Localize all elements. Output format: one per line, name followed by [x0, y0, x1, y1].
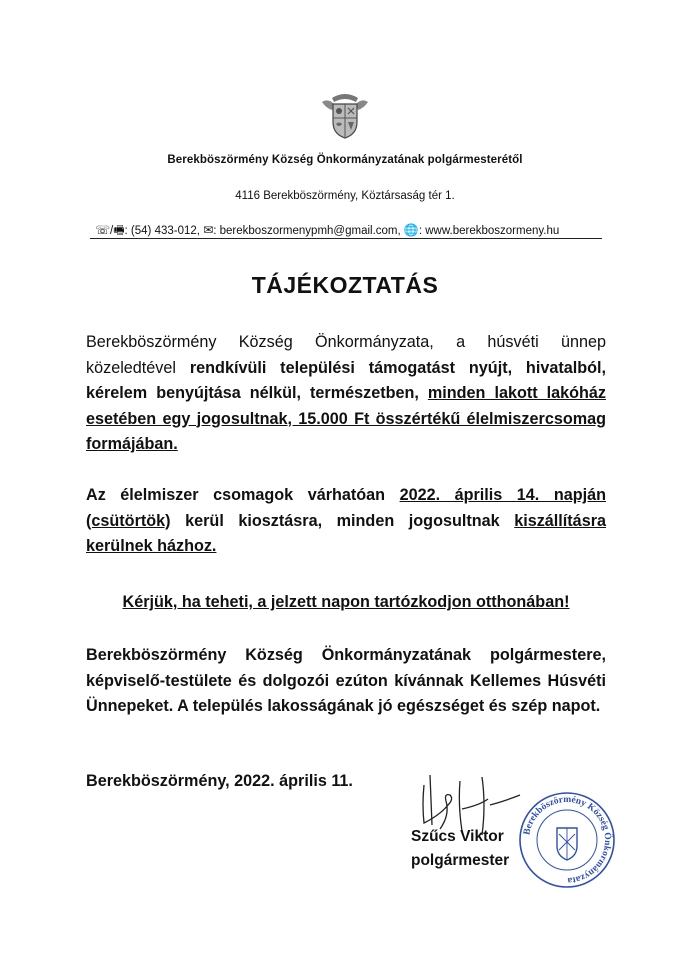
contact-line: ☏/🖷: (54) 433-012, ✉: berekboszormenypmh@gmail.com, 🌐: www.berekboszormeny.hu: [95, 223, 560, 237]
web-text: : www.berekboszormeny.hu: [418, 225, 560, 237]
letterhead-title: Berekböszörmény Község Önkormányzatának polgármesterétől: [167, 154, 523, 166]
fax-icon: 🖷: [113, 223, 125, 237]
p2-date: 2022. április 14. napján (csütörtök): [86, 486, 606, 530]
web-globe-icon: 🌐: [403, 223, 419, 237]
p2-delivery: kiszállításra kerülnek házhoz.: [86, 511, 606, 555]
coat-of-arms-icon: [318, 88, 372, 140]
header-divider: [90, 238, 602, 239]
date-line: Berekböszörmény, 2022. április 11.: [86, 772, 353, 790]
email-icon: ✉: [203, 223, 214, 237]
paragraph-greetings: Berekböszörmény Község Önkormányzatának polgármestere, képviselő-testülete és dolgozói ezúton kívánnak Kellemes Húsvéti Ünnepeket. A település lakosságának jó egészséget és szép napot.: [86, 646, 606, 715]
paragraph-delivery-date: [86, 483, 606, 560]
paragraph-request: Kérjük, ha teheti, a jelzett napon tartózkodjon otthonában!: [122, 593, 570, 611]
signer-name: Szűcs Viktor: [411, 828, 504, 845]
official-stamp: [517, 790, 617, 890]
phone-icon: ☏: [95, 223, 111, 237]
phone-fax-text: : (54) 433-012,: [124, 225, 200, 237]
email-text: : berekboszormenypmh@gmail.com,: [213, 225, 401, 237]
signer-title: polgármester: [411, 852, 510, 869]
p1-intro: Berekböszörmény Község Önkormányzata, a húsvéti ünnep közeledtével: [86, 333, 606, 377]
p2-middle: kerül kiosztásra, minden jogosultnak: [170, 511, 515, 530]
stamp-text: Berekböszörmény Község Önkormányzata: [522, 794, 613, 886]
document-title: TÁJÉKOZTATÁS: [251, 272, 439, 298]
letterhead-address: 4116 Berekböszörmény, Köztársaság tér 1.: [235, 190, 455, 202]
p1-package-details: minden lakott lakóház esetében egy jogosultnak, 15.000 Ft összértékű élelmiszercsomag formájában.: [86, 384, 606, 453]
p2-intro: Az élelmiszer csomagok várhatóan: [86, 486, 400, 504]
p1-support-type: rendkívüli települési támogatást nyújt, hivatalból, kérelem benyújtása nélkül, természetben,: [86, 358, 606, 402]
paragraph-support-announcement: [86, 330, 606, 458]
